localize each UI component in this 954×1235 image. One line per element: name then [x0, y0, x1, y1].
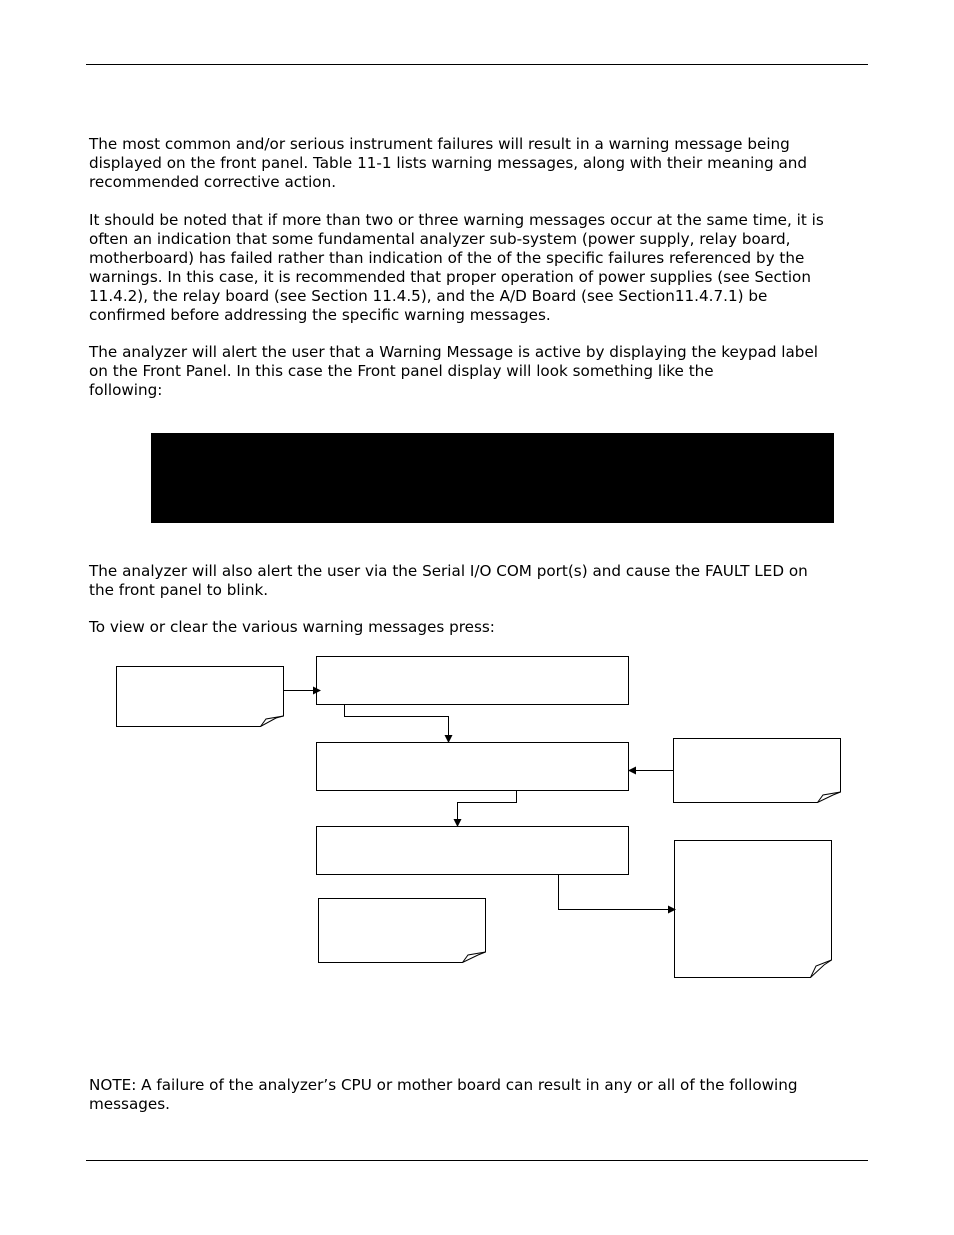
- display-box-step-1: [317, 657, 629, 705]
- paragraph-view-clear: To view or clear the various warning messages press:: [89, 618, 495, 636]
- note-callout-3: [319, 899, 486, 963]
- paragraph-intro: The most common and/or serious instrument failures will result in a warning message being displayed on the front panel. Table 11-1 lists warning messages, along with their meaning and recommended corrective action.: [89, 135, 808, 191]
- display-box-step-2: [317, 743, 629, 791]
- arrow-step3-to-note4: [559, 875, 676, 910]
- display-box-step-3: [317, 827, 629, 875]
- paragraph-serial-alert: The analyzer will also alert the user via the Serial I/O COM port(s) and cause the FAULT LED on the front panel to blink.: [89, 562, 808, 599]
- arrow-step1-to-step2: [345, 705, 449, 743]
- note-callout-2: [674, 739, 841, 803]
- note-callout-4: [675, 841, 832, 978]
- note-callout-1: [117, 667, 284, 727]
- paragraph-note-cpu-failure: NOTE: A failure of the analyzer’s CPU or mother board can result in any or all of the following messages.: [89, 1076, 798, 1113]
- arrow-step2-to-step3: [458, 791, 517, 827]
- paragraph-front-panel-alert: The analyzer will alert the user that a Warning Message is active by displaying the keypad label on the Front Panel. In this case the Front panel display will look something like the following:: [89, 343, 819, 399]
- paragraph-multiple-warnings: It should be noted that if more than two or three warning messages occur at the same time, it is often an indication that some fundamental analyzer sub-system (power supply, relay board, motherboard) has failed rather than indication of the of the specific failures referenced by the warnings. In this case, it is recommended that proper operation of power supplies (see Section 11.4.2), the relay board (see Section 11.4.5), and the A/D Board (see Section11.4.7.1) be confirmed before addressing the specific warning messages.: [89, 211, 824, 324]
